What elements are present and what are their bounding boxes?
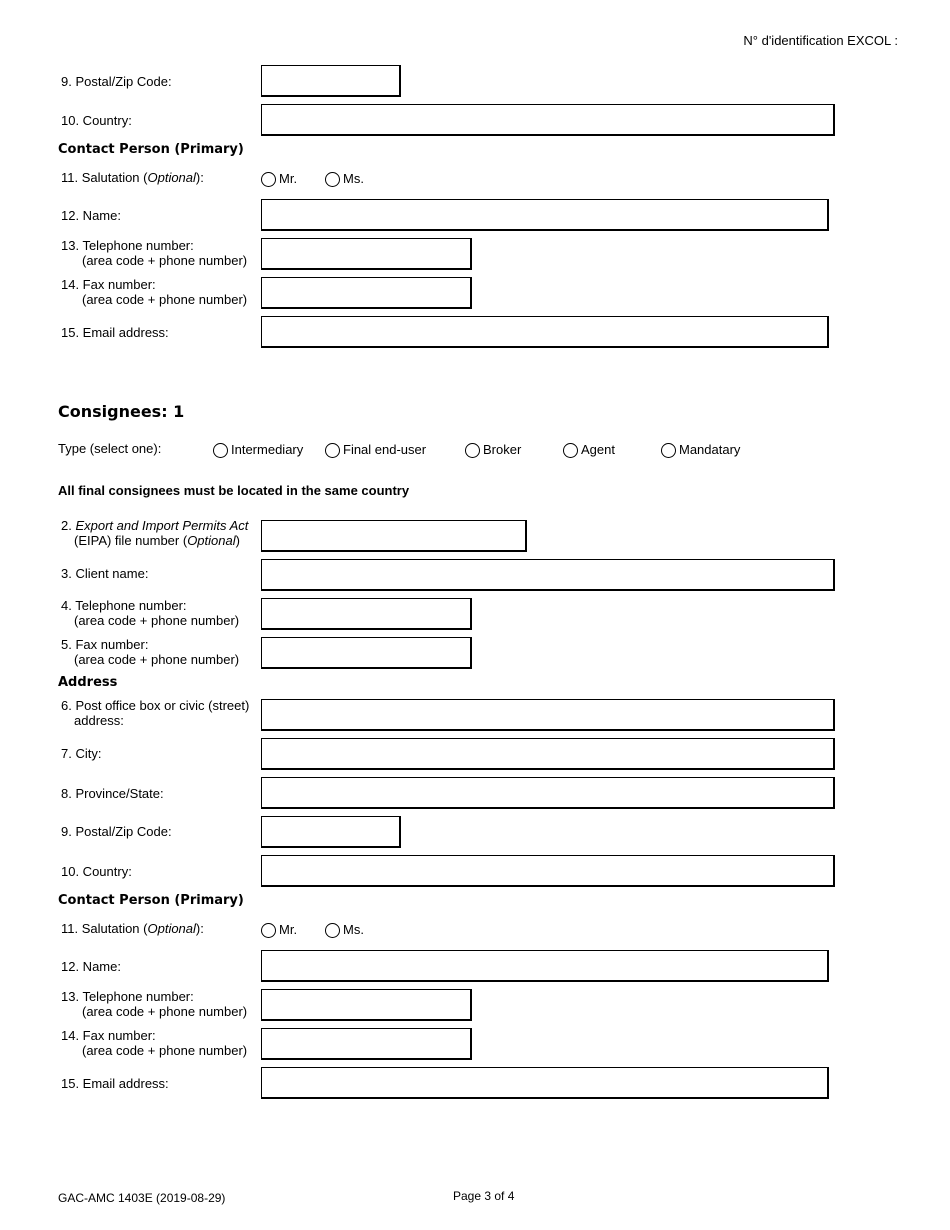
client-name-label: 3. Client name: [61,566,149,581]
type-intermediary-radio[interactable]: Intermediary [213,442,303,458]
salutation-ms-radio[interactable]: Ms. [325,171,364,187]
consignee-salutation-label: 11. Salutation (Optional): [61,921,204,936]
email-input[interactable] [261,316,829,348]
name-input[interactable] [261,199,829,231]
contact-person-heading: Contact Person (Primary) [58,142,244,157]
consignee-contact-telephone-sublabel: (area code + phone number) [82,1004,248,1019]
fax-sublabel: (area code + phone number) [82,292,248,307]
city-input[interactable] [261,738,835,770]
province-input[interactable] [261,777,835,809]
country-label: 10. Country: [61,113,132,128]
type-final-end-user-radio[interactable]: Final end-user [325,442,426,458]
postal-code-input[interactable] [261,65,401,97]
consignee-contact-fax-label: 14. Fax number: [61,1028,156,1043]
eipa-label: 2. Export and Import Permits Act [61,518,249,533]
consignee-name-label: 12. Name: [61,959,121,974]
consignee-name-input[interactable] [261,950,829,982]
radio-circle-icon [563,443,578,458]
telephone-label: 13. Telephone number: [61,238,194,253]
form-id-footer: GAC-AMC 1403E (2019-08-29) [58,1191,226,1205]
radio-circle-icon [325,443,340,458]
consignee-email-label: 15. Email address: [61,1076,169,1091]
radio-circle-icon [213,443,228,458]
consignee-contact-telephone-label: 13. Telephone number: [61,989,194,1004]
consignee-postal-input[interactable] [261,816,401,848]
pobox-input[interactable] [261,699,835,731]
radio-circle-icon [261,172,276,187]
radio-circle-icon [325,172,340,187]
pobox-label: 6. Post office box or civic (street) [61,698,250,713]
consignee-salutation-ms-radio[interactable]: Ms. [325,922,364,938]
radio-circle-icon [465,443,480,458]
consignee-postal-label: 9. Postal/Zip Code: [61,824,172,839]
address-heading: Address [58,675,118,690]
consignee-telephone-input[interactable] [261,598,472,630]
same-country-notice: All final consignees must be located in the same country [58,483,410,498]
consignee-fax-label: 5. Fax number: [61,637,149,652]
eipa-sublabel: (EIPA) file number (Optional) [74,533,240,548]
city-label: 7. City: [61,746,102,761]
email-label: 15. Email address: [61,325,169,340]
eipa-file-number-input[interactable] [261,520,527,552]
salutation-mr-radio[interactable]: Mr. [261,171,297,187]
fax-input[interactable] [261,277,472,309]
client-name-input[interactable] [261,559,835,591]
telephone-sublabel: (area code + phone number) [82,253,248,268]
type-broker-radio[interactable]: Broker [465,442,521,458]
type-agent-radio[interactable]: Agent [563,442,615,458]
country-input[interactable] [261,104,835,136]
consignee-contact-fax-sublabel: (area code + phone number) [82,1043,248,1058]
consignee-type-label: Type (select one): [58,441,162,456]
province-label: 8. Province/State: [61,786,164,801]
consignee-email-input[interactable] [261,1067,829,1099]
consignee-contact-telephone-input[interactable] [261,989,472,1021]
fax-label: 14. Fax number: [61,277,156,292]
consignee-fax-input[interactable] [261,637,472,669]
consignee-country-label: 10. Country: [61,864,132,879]
consignee-telephone-label: 4. Telephone number: [61,598,187,613]
name-label: 12. Name: [61,208,121,223]
consignee-salutation-mr-radio[interactable]: Mr. [261,922,297,938]
type-mandatary-radio[interactable]: Mandatary [661,442,740,458]
salutation-label: 11. Salutation (Optional): [61,170,204,185]
telephone-input[interactable] [261,238,472,270]
pobox-sublabel: address: [74,713,124,728]
page-number-footer: Page 3 of 4 [453,1189,515,1203]
excol-id-label: N° d'identification EXCOL : [743,33,898,48]
radio-circle-icon [325,923,340,938]
consignee-contact-fax-input[interactable] [261,1028,472,1060]
postal-code-label: 9. Postal/Zip Code: [61,74,172,89]
radio-circle-icon [261,923,276,938]
consignee-fax-sublabel: (area code + phone number) [74,652,240,667]
consignee-contact-heading: Contact Person (Primary) [58,893,244,908]
radio-circle-icon [661,443,676,458]
consignees-heading: Consignees: 1 [58,402,185,421]
consignee-country-input[interactable] [261,855,835,887]
consignee-telephone-sublabel: (area code + phone number) [74,613,240,628]
